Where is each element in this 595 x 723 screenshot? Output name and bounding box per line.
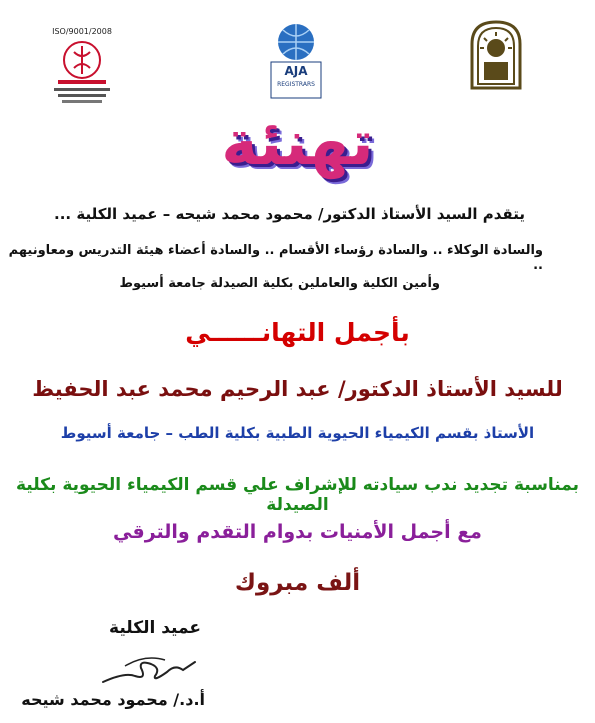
iso-certification-logo	[44, 22, 120, 106]
aja-label: AJA	[284, 64, 308, 78]
registrars-label: REGISTRARS	[277, 81, 315, 88]
occasion-text: بمناسبة تجديد ندب سيادته للإشراف علي قسم الكيمياء الحيوية بكلية الصيدلة	[15, 475, 580, 515]
page-title: تهنئة	[221, 106, 374, 179]
intro-line-2: والسادة الوكلاء .. والسادة رؤساء الأقسام .. والسادة أعضاء هيئة التدريس ومعاونيهم ..	[8, 243, 543, 273]
intro-line-3: وأمين الكلية والعاملين بكلية الصيدلة جامعة أسيوط	[119, 276, 440, 291]
handwritten-signature	[95, 642, 215, 692]
wishes-text: مع أجمل الأمنيات بدوام التقدم والترقي	[113, 521, 482, 543]
aja-registrars-logo	[265, 18, 327, 100]
dean-name: أ.د./ محمود محمد شيحه	[21, 690, 205, 709]
dean-title: عميد الكلية	[109, 618, 201, 638]
honoree-name: للسيد الأستاذ الدكتور/ عبد الرحيم محمد عبد الحفيظ	[32, 377, 563, 401]
congratulations-heading: بأجمل التهانــــــي	[185, 318, 410, 347]
mabrouk-text: ألف مبروك	[234, 570, 361, 596]
iso-label: ISO/9001/2008	[52, 27, 112, 36]
university-crest-logo	[466, 18, 526, 90]
honoree-position: الأستاذ بقسم الكيمياء الحيوية الطبية بكلية الطب – جامعة أسيوط	[60, 424, 535, 442]
intro-line-1: يتقدم السيد الأستاذ الدكتور/ محمود محمد شيحه – عميد الكلية ...	[54, 205, 525, 223]
